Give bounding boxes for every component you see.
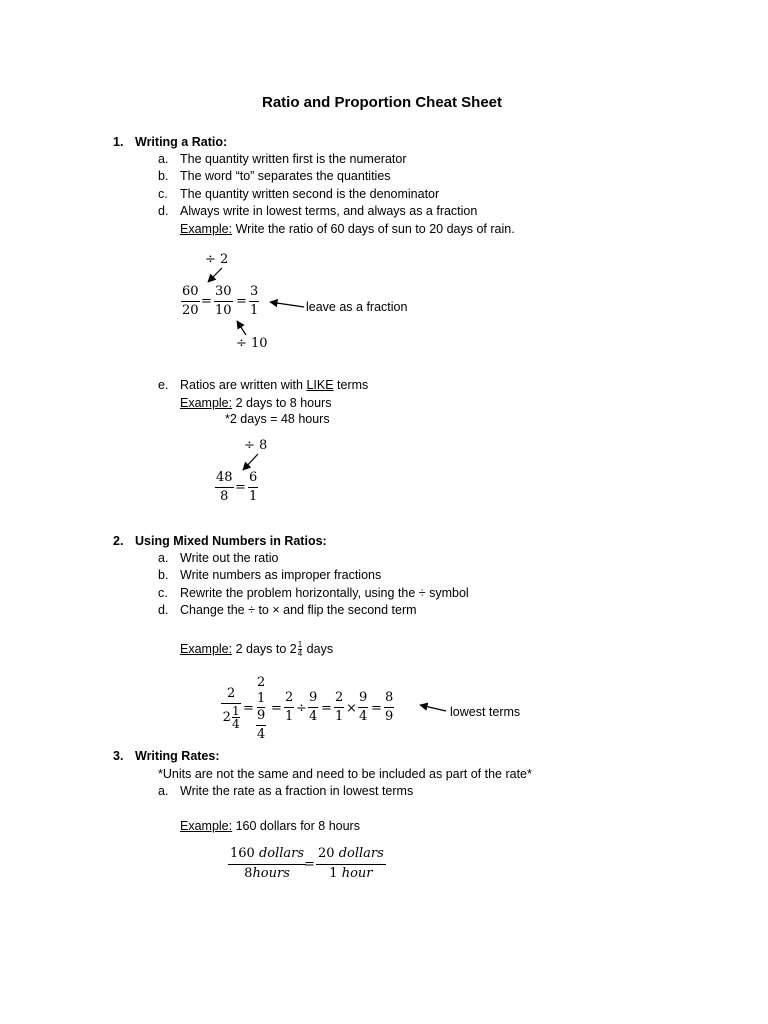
list-item: The quantity written first is the numerator: [180, 152, 407, 166]
denominator: 8: [220, 489, 229, 504]
fraction-numerator: 1: [257, 691, 266, 706]
value: 1: [329, 866, 342, 881]
value: 160: [230, 846, 259, 861]
denominator: 9: [385, 709, 394, 724]
section-2-number: 2.: [113, 534, 124, 548]
denominator: 10: [215, 303, 232, 318]
example-text: 2 days to 2: [232, 642, 297, 656]
example-text: 160 dollars for 8 hours: [232, 819, 360, 833]
list-item-label: a.: [158, 551, 169, 565]
list-item: Rewrite the problem horizontally, using the ÷ symbol: [180, 586, 469, 600]
denominator: 1: [249, 489, 258, 504]
numerator: 2: [334, 690, 344, 708]
numerator: 2: [284, 690, 294, 708]
denominator: 4: [309, 709, 318, 724]
example-text: 2 days to 8 hours: [232, 396, 332, 410]
list-item: Write out the ratio: [180, 551, 279, 565]
value: 20: [318, 846, 339, 861]
equals-sign: =: [321, 701, 332, 716]
list-item-label: c.: [158, 187, 168, 201]
numerator: 1: [297, 640, 303, 650]
arrow-divide-2: [208, 268, 222, 282]
equals-sign: =: [235, 480, 246, 495]
section-3-number: 3.: [113, 749, 124, 763]
list-item: Write numbers as improper fractions: [180, 568, 382, 582]
example-label: Example:: [180, 819, 233, 833]
list-item-label: e.: [158, 378, 169, 392]
example-text: days: [303, 642, 334, 656]
list-item-label: b.: [158, 169, 169, 183]
list-item: Always write in lowest terms, and always as a fraction: [180, 204, 478, 218]
list-item: Change the ÷ to × and flip the second term: [180, 603, 417, 617]
numerator: 3: [249, 284, 259, 302]
example-label: Example:: [180, 222, 233, 236]
denominator: 4: [257, 727, 266, 742]
whole-part: 2: [222, 709, 231, 725]
equals-sign: =: [271, 701, 282, 716]
divide-sign: ÷: [296, 701, 307, 716]
list-item-label: b.: [158, 568, 169, 582]
list-item: The word “to” separates the quantities: [180, 169, 391, 183]
example-label: Example:: [180, 396, 233, 410]
section-1-number: 1.: [113, 135, 124, 149]
arrow-divide-8: [243, 454, 258, 470]
arrow-leave-as-fraction: [270, 302, 304, 307]
arrow-divide-10: [237, 321, 246, 335]
divide-by-8-annotation: ÷ 8: [244, 438, 268, 453]
list-item-label: d.: [158, 603, 169, 617]
page-title: Ratio and Proportion Cheat Sheet: [262, 94, 503, 111]
numerator: 8: [384, 690, 394, 708]
times-sign: ×: [346, 701, 357, 716]
numerator: 6: [248, 470, 258, 488]
list-item-label: a.: [158, 784, 169, 798]
leave-as-fraction-note: leave as a fraction: [306, 300, 408, 314]
unit: dollars: [258, 846, 305, 861]
unit: dollars: [338, 846, 384, 861]
list-item-label: a.: [158, 152, 169, 166]
list-item: Write the rate as a fraction in lowest terms: [180, 784, 414, 798]
numerator: 1: [231, 704, 240, 718]
text-segment: Ratios are written with: [180, 378, 307, 392]
section-1-heading: Writing a Ratio:: [135, 135, 228, 149]
denominator: 4: [231, 717, 240, 731]
numerator: 2: [221, 686, 241, 704]
value: 8: [244, 866, 253, 881]
fraction-denominator: 9: [257, 708, 266, 723]
text-segment: terms: [333, 378, 369, 392]
denominator: 4: [359, 709, 368, 724]
equals-sign: =: [304, 857, 315, 872]
divide-by-2-annotation: ÷ 2: [205, 252, 229, 267]
like-emphasis: LIKE: [306, 378, 334, 392]
divide-by-10-annotation: ÷ 10: [236, 336, 268, 351]
section-note: *Units are not the same and need to be included as part of the rate*: [158, 767, 532, 781]
denominator: 1: [285, 709, 294, 724]
numerator: 48: [215, 470, 234, 488]
example-note: *2 days = 48 hours: [225, 412, 330, 426]
denominator: 4: [297, 649, 303, 659]
arrow-lowest-terms: [420, 705, 446, 711]
lowest-terms-note: lowest terms: [450, 705, 521, 719]
list-item-label: c.: [158, 586, 168, 600]
equals-sign: =: [236, 294, 247, 309]
whole-part: 2: [257, 675, 266, 690]
list-item: The quantity written second is the denominator: [180, 187, 440, 201]
unit: hours: [252, 866, 290, 881]
denominator: 20: [182, 303, 199, 318]
unit: hour: [341, 866, 373, 881]
equals-sign: =: [201, 294, 212, 309]
numerator: 30: [214, 284, 233, 302]
section-2-heading: Using Mixed Numbers in Ratios:: [135, 534, 327, 548]
numerator: 9: [358, 690, 368, 708]
list-item-label: d.: [158, 204, 169, 218]
denominator: 1: [250, 303, 259, 318]
equals-sign: =: [371, 701, 382, 716]
example-text: Write the ratio of 60 days of sun to 20 days of rain.: [232, 222, 515, 236]
section-3-heading: Writing Rates:: [135, 749, 220, 763]
example-label: Example:: [180, 642, 233, 656]
numerator: 60: [181, 284, 200, 302]
denominator: 1: [335, 709, 344, 724]
equals-sign: =: [243, 701, 254, 716]
numerator: 9: [308, 690, 318, 708]
